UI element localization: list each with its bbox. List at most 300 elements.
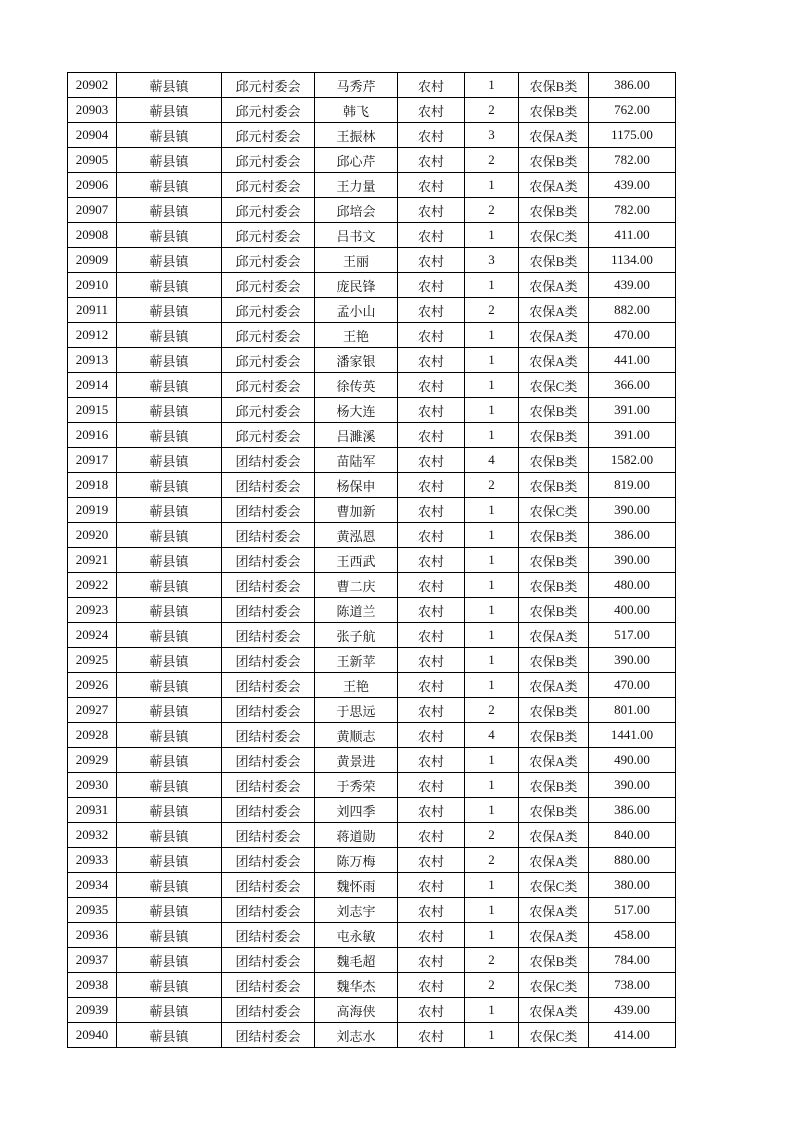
table-row: [68, 698, 676, 723]
cell-amount: 1441.00: [589, 723, 676, 748]
cell-village: 邱元村委会: [222, 348, 315, 373]
cell-area: 农村: [398, 998, 465, 1023]
cell-town: 蕲县镇: [117, 1023, 222, 1048]
cell-name: 黄泓恩: [315, 523, 398, 548]
cell-amount: 441.00: [589, 348, 676, 373]
cell-area: 农村: [398, 948, 465, 973]
cell-area: 农村: [398, 323, 465, 348]
cell-id: 20935: [68, 898, 117, 923]
cell-town: 蕲县镇: [117, 973, 222, 998]
cell-name: 吕书文: [315, 223, 398, 248]
cell-town: 蕲县镇: [117, 873, 222, 898]
cell-name: 韩飞: [315, 98, 398, 123]
cell-area: 农村: [398, 648, 465, 673]
cell-id: 20916: [68, 423, 117, 448]
cell-town: 蕲县镇: [117, 473, 222, 498]
table-row: [68, 273, 676, 298]
cell-village: 团结村委会: [222, 823, 315, 848]
cell-town: 蕲县镇: [117, 148, 222, 173]
cell-area: 农村: [398, 823, 465, 848]
cell-village: 团结村委会: [222, 773, 315, 798]
cell-name: 王新苹: [315, 648, 398, 673]
cell-id: 20903: [68, 98, 117, 123]
cell-people: 1: [465, 373, 519, 398]
cell-village: 团结村委会: [222, 948, 315, 973]
cell-area: 农村: [398, 398, 465, 423]
cell-town: 蕲县镇: [117, 448, 222, 473]
cell-area: 农村: [398, 473, 465, 498]
cell-category: 农保A类: [519, 748, 589, 773]
cell-name: 苗陆军: [315, 448, 398, 473]
table-row: [68, 298, 676, 323]
cell-id: 20912: [68, 323, 117, 348]
cell-category: 农保A类: [519, 123, 589, 148]
cell-town: 蕲县镇: [117, 773, 222, 798]
cell-category: 农保B类: [519, 598, 589, 623]
cell-village: 团结村委会: [222, 573, 315, 598]
cell-amount: 439.00: [589, 273, 676, 298]
cell-name: 王西武: [315, 548, 398, 573]
cell-people: 1: [465, 548, 519, 573]
cell-id: 20906: [68, 173, 117, 198]
cell-town: 蕲县镇: [117, 748, 222, 773]
cell-amount: 390.00: [589, 548, 676, 573]
cell-id: 20936: [68, 923, 117, 948]
cell-name: 刘四季: [315, 798, 398, 823]
cell-name: 魏华杰: [315, 973, 398, 998]
cell-people: 3: [465, 123, 519, 148]
table-row: [68, 223, 676, 248]
cell-people: 2: [465, 698, 519, 723]
cell-amount: 880.00: [589, 848, 676, 873]
cell-name: 王振林: [315, 123, 398, 148]
cell-amount: 390.00: [589, 648, 676, 673]
cell-name: 屯永敏: [315, 923, 398, 948]
cell-town: 蕲县镇: [117, 298, 222, 323]
cell-village: 团结村委会: [222, 473, 315, 498]
cell-town: 蕲县镇: [117, 198, 222, 223]
cell-category: 农保B类: [519, 773, 589, 798]
cell-town: 蕲县镇: [117, 723, 222, 748]
cell-village: 邱元村委会: [222, 273, 315, 298]
cell-category: 农保B类: [519, 423, 589, 448]
cell-people: 1: [465, 173, 519, 198]
cell-amount: 391.00: [589, 398, 676, 423]
table-row: [68, 723, 676, 748]
cell-people: 1: [465, 798, 519, 823]
cell-amount: 439.00: [589, 998, 676, 1023]
cell-people: 1: [465, 773, 519, 798]
table-row: [68, 398, 676, 423]
cell-people: 1: [465, 623, 519, 648]
cell-category: 农保A类: [519, 298, 589, 323]
cell-village: 团结村委会: [222, 873, 315, 898]
cell-id: 20904: [68, 123, 117, 148]
cell-amount: 390.00: [589, 498, 676, 523]
table-row: [68, 498, 676, 523]
cell-village: 团结村委会: [222, 973, 315, 998]
cell-people: 1: [465, 573, 519, 598]
cell-area: 农村: [398, 448, 465, 473]
cell-amount: 490.00: [589, 748, 676, 773]
cell-town: 蕲县镇: [117, 798, 222, 823]
cell-village: 团结村委会: [222, 798, 315, 823]
cell-category: 农保B类: [519, 698, 589, 723]
cell-category: 农保C类: [519, 873, 589, 898]
table-row: [68, 898, 676, 923]
cell-category: 农保B类: [519, 473, 589, 498]
cell-people: 1: [465, 498, 519, 523]
cell-people: 1: [465, 598, 519, 623]
cell-town: 蕲县镇: [117, 898, 222, 923]
cell-amount: 801.00: [589, 698, 676, 723]
cell-id: 20924: [68, 623, 117, 648]
cell-people: 1: [465, 1023, 519, 1048]
table-row: [68, 673, 676, 698]
table-row: [68, 573, 676, 598]
cell-area: 农村: [398, 798, 465, 823]
table-row: [68, 798, 676, 823]
cell-area: 农村: [398, 173, 465, 198]
cell-amount: 386.00: [589, 798, 676, 823]
table-row: [68, 823, 676, 848]
cell-town: 蕲县镇: [117, 98, 222, 123]
cell-village: 邱元村委会: [222, 373, 315, 398]
cell-town: 蕲县镇: [117, 948, 222, 973]
cell-people: 1: [465, 223, 519, 248]
cell-name: 吕濉溪: [315, 423, 398, 448]
table-row: [68, 1023, 676, 1048]
cell-category: 农保C类: [519, 373, 589, 398]
cell-id: 20921: [68, 548, 117, 573]
cell-people: 1: [465, 523, 519, 548]
cell-category: 农保B类: [519, 798, 589, 823]
cell-id: 20919: [68, 498, 117, 523]
cell-village: 团结村委会: [222, 1023, 315, 1048]
cell-town: 蕲县镇: [117, 273, 222, 298]
cell-name: 杨大连: [315, 398, 398, 423]
cell-amount: 366.00: [589, 373, 676, 398]
table-row: [68, 348, 676, 373]
cell-id: 20915: [68, 398, 117, 423]
cell-town: 蕲县镇: [117, 548, 222, 573]
cell-amount: 411.00: [589, 223, 676, 248]
cell-village: 团结村委会: [222, 698, 315, 723]
cell-village: 团结村委会: [222, 623, 315, 648]
cell-village: 团结村委会: [222, 673, 315, 698]
cell-amount: 882.00: [589, 298, 676, 323]
cell-people: 2: [465, 198, 519, 223]
cell-area: 农村: [398, 373, 465, 398]
cell-area: 农村: [398, 298, 465, 323]
cell-village: 团结村委会: [222, 898, 315, 923]
records-table-body: [68, 73, 676, 1048]
cell-area: 农村: [398, 348, 465, 373]
cell-area: 农村: [398, 673, 465, 698]
cell-area: 农村: [398, 873, 465, 898]
cell-amount: 414.00: [589, 1023, 676, 1048]
cell-id: 20902: [68, 73, 117, 98]
cell-name: 刘志宇: [315, 898, 398, 923]
cell-category: 农保A类: [519, 848, 589, 873]
cell-area: 农村: [398, 548, 465, 573]
cell-village: 邱元村委会: [222, 323, 315, 348]
cell-town: 蕲县镇: [117, 73, 222, 98]
cell-town: 蕲县镇: [117, 423, 222, 448]
table-row: [68, 198, 676, 223]
cell-town: 蕲县镇: [117, 998, 222, 1023]
cell-category: 农保A类: [519, 348, 589, 373]
cell-area: 农村: [398, 73, 465, 98]
cell-name: 王力量: [315, 173, 398, 198]
cell-area: 农村: [398, 273, 465, 298]
table-row: [68, 123, 676, 148]
cell-people: 4: [465, 448, 519, 473]
cell-category: 农保B类: [519, 248, 589, 273]
cell-name: 王丽: [315, 248, 398, 273]
cell-name: 陈万梅: [315, 848, 398, 873]
cell-people: 1: [465, 348, 519, 373]
cell-name: 陈道兰: [315, 598, 398, 623]
table-row: [68, 73, 676, 98]
cell-people: 1: [465, 873, 519, 898]
cell-name: 高海侠: [315, 998, 398, 1023]
cell-category: 农保B类: [519, 723, 589, 748]
table-row: [68, 98, 676, 123]
cell-name: 刘志水: [315, 1023, 398, 1048]
cell-name: 黄景进: [315, 748, 398, 773]
cell-area: 农村: [398, 773, 465, 798]
cell-town: 蕲县镇: [117, 698, 222, 723]
cell-people: 1: [465, 898, 519, 923]
cell-area: 农村: [398, 198, 465, 223]
cell-amount: 480.00: [589, 573, 676, 598]
cell-people: 1: [465, 73, 519, 98]
cell-people: 2: [465, 98, 519, 123]
cell-village: 团结村委会: [222, 448, 315, 473]
cell-amount: 784.00: [589, 948, 676, 973]
cell-category: 农保A类: [519, 898, 589, 923]
cell-category: 农保B类: [519, 548, 589, 573]
cell-town: 蕲县镇: [117, 123, 222, 148]
cell-category: 农保B类: [519, 448, 589, 473]
cell-village: 邱元村委会: [222, 123, 315, 148]
cell-id: 20930: [68, 773, 117, 798]
cell-people: 2: [465, 973, 519, 998]
table-row: [68, 848, 676, 873]
cell-id: 20937: [68, 948, 117, 973]
table-row: [68, 323, 676, 348]
cell-amount: 1582.00: [589, 448, 676, 473]
cell-people: 2: [465, 148, 519, 173]
table-row: [68, 773, 676, 798]
cell-town: 蕲县镇: [117, 823, 222, 848]
cell-amount: 390.00: [589, 773, 676, 798]
cell-category: 农保B类: [519, 398, 589, 423]
cell-amount: 762.00: [589, 98, 676, 123]
cell-town: 蕲县镇: [117, 648, 222, 673]
cell-id: 20923: [68, 598, 117, 623]
cell-name: 曹加新: [315, 498, 398, 523]
cell-name: 蒋道勋: [315, 823, 398, 848]
cell-people: 1: [465, 648, 519, 673]
cell-area: 农村: [398, 1023, 465, 1048]
cell-category: 农保C类: [519, 498, 589, 523]
cell-name: 于思远: [315, 698, 398, 723]
cell-area: 农村: [398, 623, 465, 648]
table-row: [68, 373, 676, 398]
cell-town: 蕲县镇: [117, 173, 222, 198]
cell-amount: 1175.00: [589, 123, 676, 148]
table-row: [68, 998, 676, 1023]
cell-amount: 400.00: [589, 598, 676, 623]
cell-category: 农保B类: [519, 148, 589, 173]
cell-id: 20922: [68, 573, 117, 598]
cell-amount: 782.00: [589, 198, 676, 223]
cell-town: 蕲县镇: [117, 848, 222, 873]
cell-category: 农保C类: [519, 1023, 589, 1048]
table-row: [68, 748, 676, 773]
cell-village: 团结村委会: [222, 848, 315, 873]
cell-name: 庞民锋: [315, 273, 398, 298]
cell-people: 3: [465, 248, 519, 273]
cell-amount: 458.00: [589, 923, 676, 948]
cell-village: 邱元村委会: [222, 298, 315, 323]
table-row: [68, 173, 676, 198]
cell-area: 农村: [398, 898, 465, 923]
cell-id: 20908: [68, 223, 117, 248]
cell-village: 团结村委会: [222, 648, 315, 673]
cell-category: 农保A类: [519, 673, 589, 698]
cell-category: 农保A类: [519, 273, 589, 298]
cell-town: 蕲县镇: [117, 323, 222, 348]
cell-town: 蕲县镇: [117, 598, 222, 623]
cell-people: 1: [465, 748, 519, 773]
cell-amount: 470.00: [589, 673, 676, 698]
cell-name: 魏毛超: [315, 948, 398, 973]
cell-people: 1: [465, 273, 519, 298]
cell-people: 1: [465, 923, 519, 948]
cell-village: 团结村委会: [222, 748, 315, 773]
table-row: [68, 473, 676, 498]
cell-name: 徐传英: [315, 373, 398, 398]
cell-people: 1: [465, 398, 519, 423]
cell-name: 魏怀雨: [315, 873, 398, 898]
cell-village: 邱元村委会: [222, 148, 315, 173]
table-row: [68, 148, 676, 173]
cell-village: 邱元村委会: [222, 423, 315, 448]
cell-people: 4: [465, 723, 519, 748]
cell-category: 农保C类: [519, 223, 589, 248]
table-row: [68, 973, 676, 998]
cell-people: 1: [465, 323, 519, 348]
cell-village: 团结村委会: [222, 923, 315, 948]
cell-village: 团结村委会: [222, 498, 315, 523]
cell-id: 20910: [68, 273, 117, 298]
cell-town: 蕲县镇: [117, 623, 222, 648]
table-row: [68, 923, 676, 948]
cell-area: 农村: [398, 923, 465, 948]
cell-category: 农保C类: [519, 973, 589, 998]
cell-area: 农村: [398, 523, 465, 548]
table-row: [68, 448, 676, 473]
cell-id: 20911: [68, 298, 117, 323]
table-row: [68, 423, 676, 448]
cell-village: 邱元村委会: [222, 198, 315, 223]
cell-area: 农村: [398, 848, 465, 873]
cell-people: 2: [465, 948, 519, 973]
cell-name: 曹二庆: [315, 573, 398, 598]
cell-name: 孟小山: [315, 298, 398, 323]
cell-id: 20928: [68, 723, 117, 748]
cell-village: 邱元村委会: [222, 98, 315, 123]
table-row: [68, 598, 676, 623]
cell-area: 农村: [398, 573, 465, 598]
cell-people: 1: [465, 673, 519, 698]
cell-amount: 517.00: [589, 898, 676, 923]
cell-amount: 439.00: [589, 173, 676, 198]
cell-name: 王艳: [315, 673, 398, 698]
cell-amount: 470.00: [589, 323, 676, 348]
cell-id: 20917: [68, 448, 117, 473]
cell-village: 团结村委会: [222, 548, 315, 573]
cell-people: 1: [465, 423, 519, 448]
cell-area: 农村: [398, 248, 465, 273]
cell-amount: 840.00: [589, 823, 676, 848]
cell-category: 农保B类: [519, 73, 589, 98]
cell-area: 农村: [398, 598, 465, 623]
cell-village: 邱元村委会: [222, 248, 315, 273]
cell-id: 20907: [68, 198, 117, 223]
cell-name: 张子航: [315, 623, 398, 648]
cell-category: 农保B类: [519, 98, 589, 123]
cell-village: 邱元村委会: [222, 223, 315, 248]
cell-area: 农村: [398, 723, 465, 748]
cell-amount: 782.00: [589, 148, 676, 173]
cell-town: 蕲县镇: [117, 373, 222, 398]
cell-category: 农保B类: [519, 523, 589, 548]
cell-id: 20939: [68, 998, 117, 1023]
cell-people: 2: [465, 473, 519, 498]
cell-id: 20934: [68, 873, 117, 898]
cell-category: 农保A类: [519, 173, 589, 198]
cell-village: 团结村委会: [222, 723, 315, 748]
cell-town: 蕲县镇: [117, 498, 222, 523]
cell-amount: 738.00: [589, 973, 676, 998]
cell-id: 20938: [68, 973, 117, 998]
cell-town: 蕲县镇: [117, 523, 222, 548]
cell-area: 农村: [398, 223, 465, 248]
cell-people: 1: [465, 998, 519, 1023]
cell-amount: 1134.00: [589, 248, 676, 273]
cell-area: 农村: [398, 498, 465, 523]
cell-category: 农保A类: [519, 998, 589, 1023]
records-table: [67, 72, 676, 1048]
cell-id: 20914: [68, 373, 117, 398]
cell-town: 蕲县镇: [117, 573, 222, 598]
cell-people: 2: [465, 823, 519, 848]
cell-area: 农村: [398, 148, 465, 173]
cell-category: 农保B类: [519, 948, 589, 973]
cell-village: 团结村委会: [222, 598, 315, 623]
cell-name: 王艳: [315, 323, 398, 348]
cell-town: 蕲县镇: [117, 398, 222, 423]
table-row: [68, 948, 676, 973]
table-row: [68, 648, 676, 673]
cell-id: 20913: [68, 348, 117, 373]
cell-id: 20925: [68, 648, 117, 673]
cell-people: 2: [465, 298, 519, 323]
